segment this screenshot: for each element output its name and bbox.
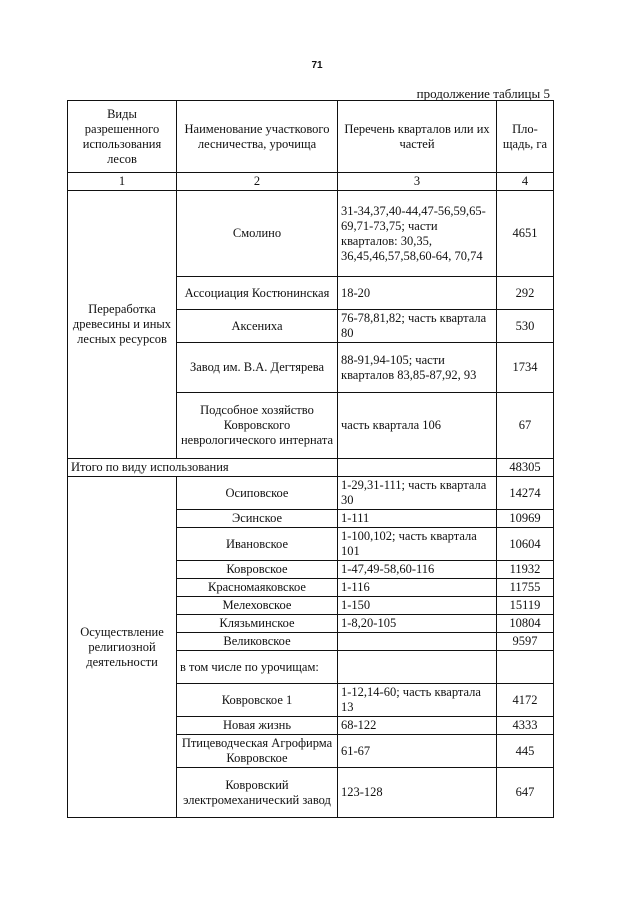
subtotal-area: 48305 [497, 459, 554, 477]
forestry-name: Аксениха [177, 310, 338, 343]
forestry-name: Смолино [177, 191, 338, 277]
quarters-list: часть квартала 106 [338, 393, 497, 459]
header-cell: Перечень кварталов или их частей [338, 101, 497, 173]
area-value: 4651 [497, 191, 554, 277]
quarters-list: 68-122 [338, 717, 497, 735]
forestry-name: Ковровское [177, 561, 338, 579]
column-number: 4 [497, 173, 554, 191]
quarters-list: 1-47,49-58,60-116 [338, 561, 497, 579]
quarters-list: 76-78,81,82; часть квартала 80 [338, 310, 497, 343]
forestry-name: Завод им. В.А. Дегтярева [177, 343, 338, 393]
area-value: 292 [497, 277, 554, 310]
area-value: 9597 [497, 633, 554, 651]
table-row [68, 477, 554, 510]
tract-name: Новая жизнь [177, 717, 338, 735]
quarters-list: 31-34,37,40-44,47-56,59,65-69,71-73,75; части кварталов: 30,35, 36,45,46,57,58,60-64, 70,74 [338, 191, 497, 277]
column-number-row [68, 173, 554, 191]
in-that-number-label: в том числе по урочищам: [177, 651, 338, 684]
forestry-name: Мелеховское [177, 597, 338, 615]
area-value: 67 [497, 393, 554, 459]
area-value: 4172 [497, 684, 554, 717]
header-cell: Виды разрешенного использования лесов [68, 101, 177, 173]
tract-name: Птицеводческая Агрофирма Ковровское [177, 735, 338, 768]
quarters-list: 1-12,14-60; часть квартала 13 [338, 684, 497, 717]
quarters-list: 1-150 [338, 597, 497, 615]
quarters-list [338, 633, 497, 651]
forestry-name: Великовское [177, 633, 338, 651]
column-number: 2 [177, 173, 338, 191]
header-row [68, 101, 554, 173]
column-number: 1 [68, 173, 177, 191]
area-value: 14274 [497, 477, 554, 510]
area-value: 10969 [497, 510, 554, 528]
forestry-name: Клязьминское [177, 615, 338, 633]
subtotal-row [68, 459, 554, 477]
area-value: 530 [497, 310, 554, 343]
quarters-list: 1-100,102; часть квартала 101 [338, 528, 497, 561]
quarters-list: 1-116 [338, 579, 497, 597]
empty-cell [497, 651, 554, 684]
quarters-list: 61-67 [338, 735, 497, 768]
area-value: 11755 [497, 579, 554, 597]
page-number: 71 [311, 60, 323, 71]
empty-cell [338, 651, 497, 684]
forestry-name: Подсобное хозяйство Ковровского неврологического интерната [177, 393, 338, 459]
area-value: 1734 [497, 343, 554, 393]
column-number: 3 [338, 173, 497, 191]
table-row [68, 191, 554, 277]
forestry-name: Эсинское [177, 510, 338, 528]
quarters-list: 1-29,31-111; часть квартала 30 [338, 477, 497, 510]
usage-category: Осуществление религиозной деятельности [68, 477, 177, 818]
area-value: 4333 [497, 717, 554, 735]
quarters-list: 18-20 [338, 277, 497, 310]
subtotal-label: Итого по виду использования [68, 459, 338, 477]
area-value: 647 [497, 768, 554, 818]
area-value: 445 [497, 735, 554, 768]
quarters-list: 88-91,94-105; части кварталов 83,85-87,92, 93 [338, 343, 497, 393]
quarters-list: 1-111 [338, 510, 497, 528]
forestry-name: Ассоциация Костюнинская [177, 277, 338, 310]
forestry-name: Ивановское [177, 528, 338, 561]
continuation-label: продолжение таблицы 5 [416, 86, 550, 101]
header-cell: Пло-щадь, га [497, 101, 554, 173]
area-value: 11932 [497, 561, 554, 579]
usage-category: Переработка древесины и иных лесных ресурсов [68, 191, 177, 459]
quarters-list: 123-128 [338, 768, 497, 818]
tract-name: Ковровский электромеханический завод [177, 768, 338, 818]
area-value: 10804 [497, 615, 554, 633]
tract-name: Ковровское 1 [177, 684, 338, 717]
area-value: 15119 [497, 597, 554, 615]
area-value: 10604 [497, 528, 554, 561]
empty-cell [338, 459, 497, 477]
forestry-name: Красномаяковское [177, 579, 338, 597]
quarters-list: 1-8,20-105 [338, 615, 497, 633]
forest-usage-table [67, 100, 554, 818]
forestry-name: Осиповское [177, 477, 338, 510]
header-cell: Наименование участкового лесничества, урочища [177, 101, 338, 173]
